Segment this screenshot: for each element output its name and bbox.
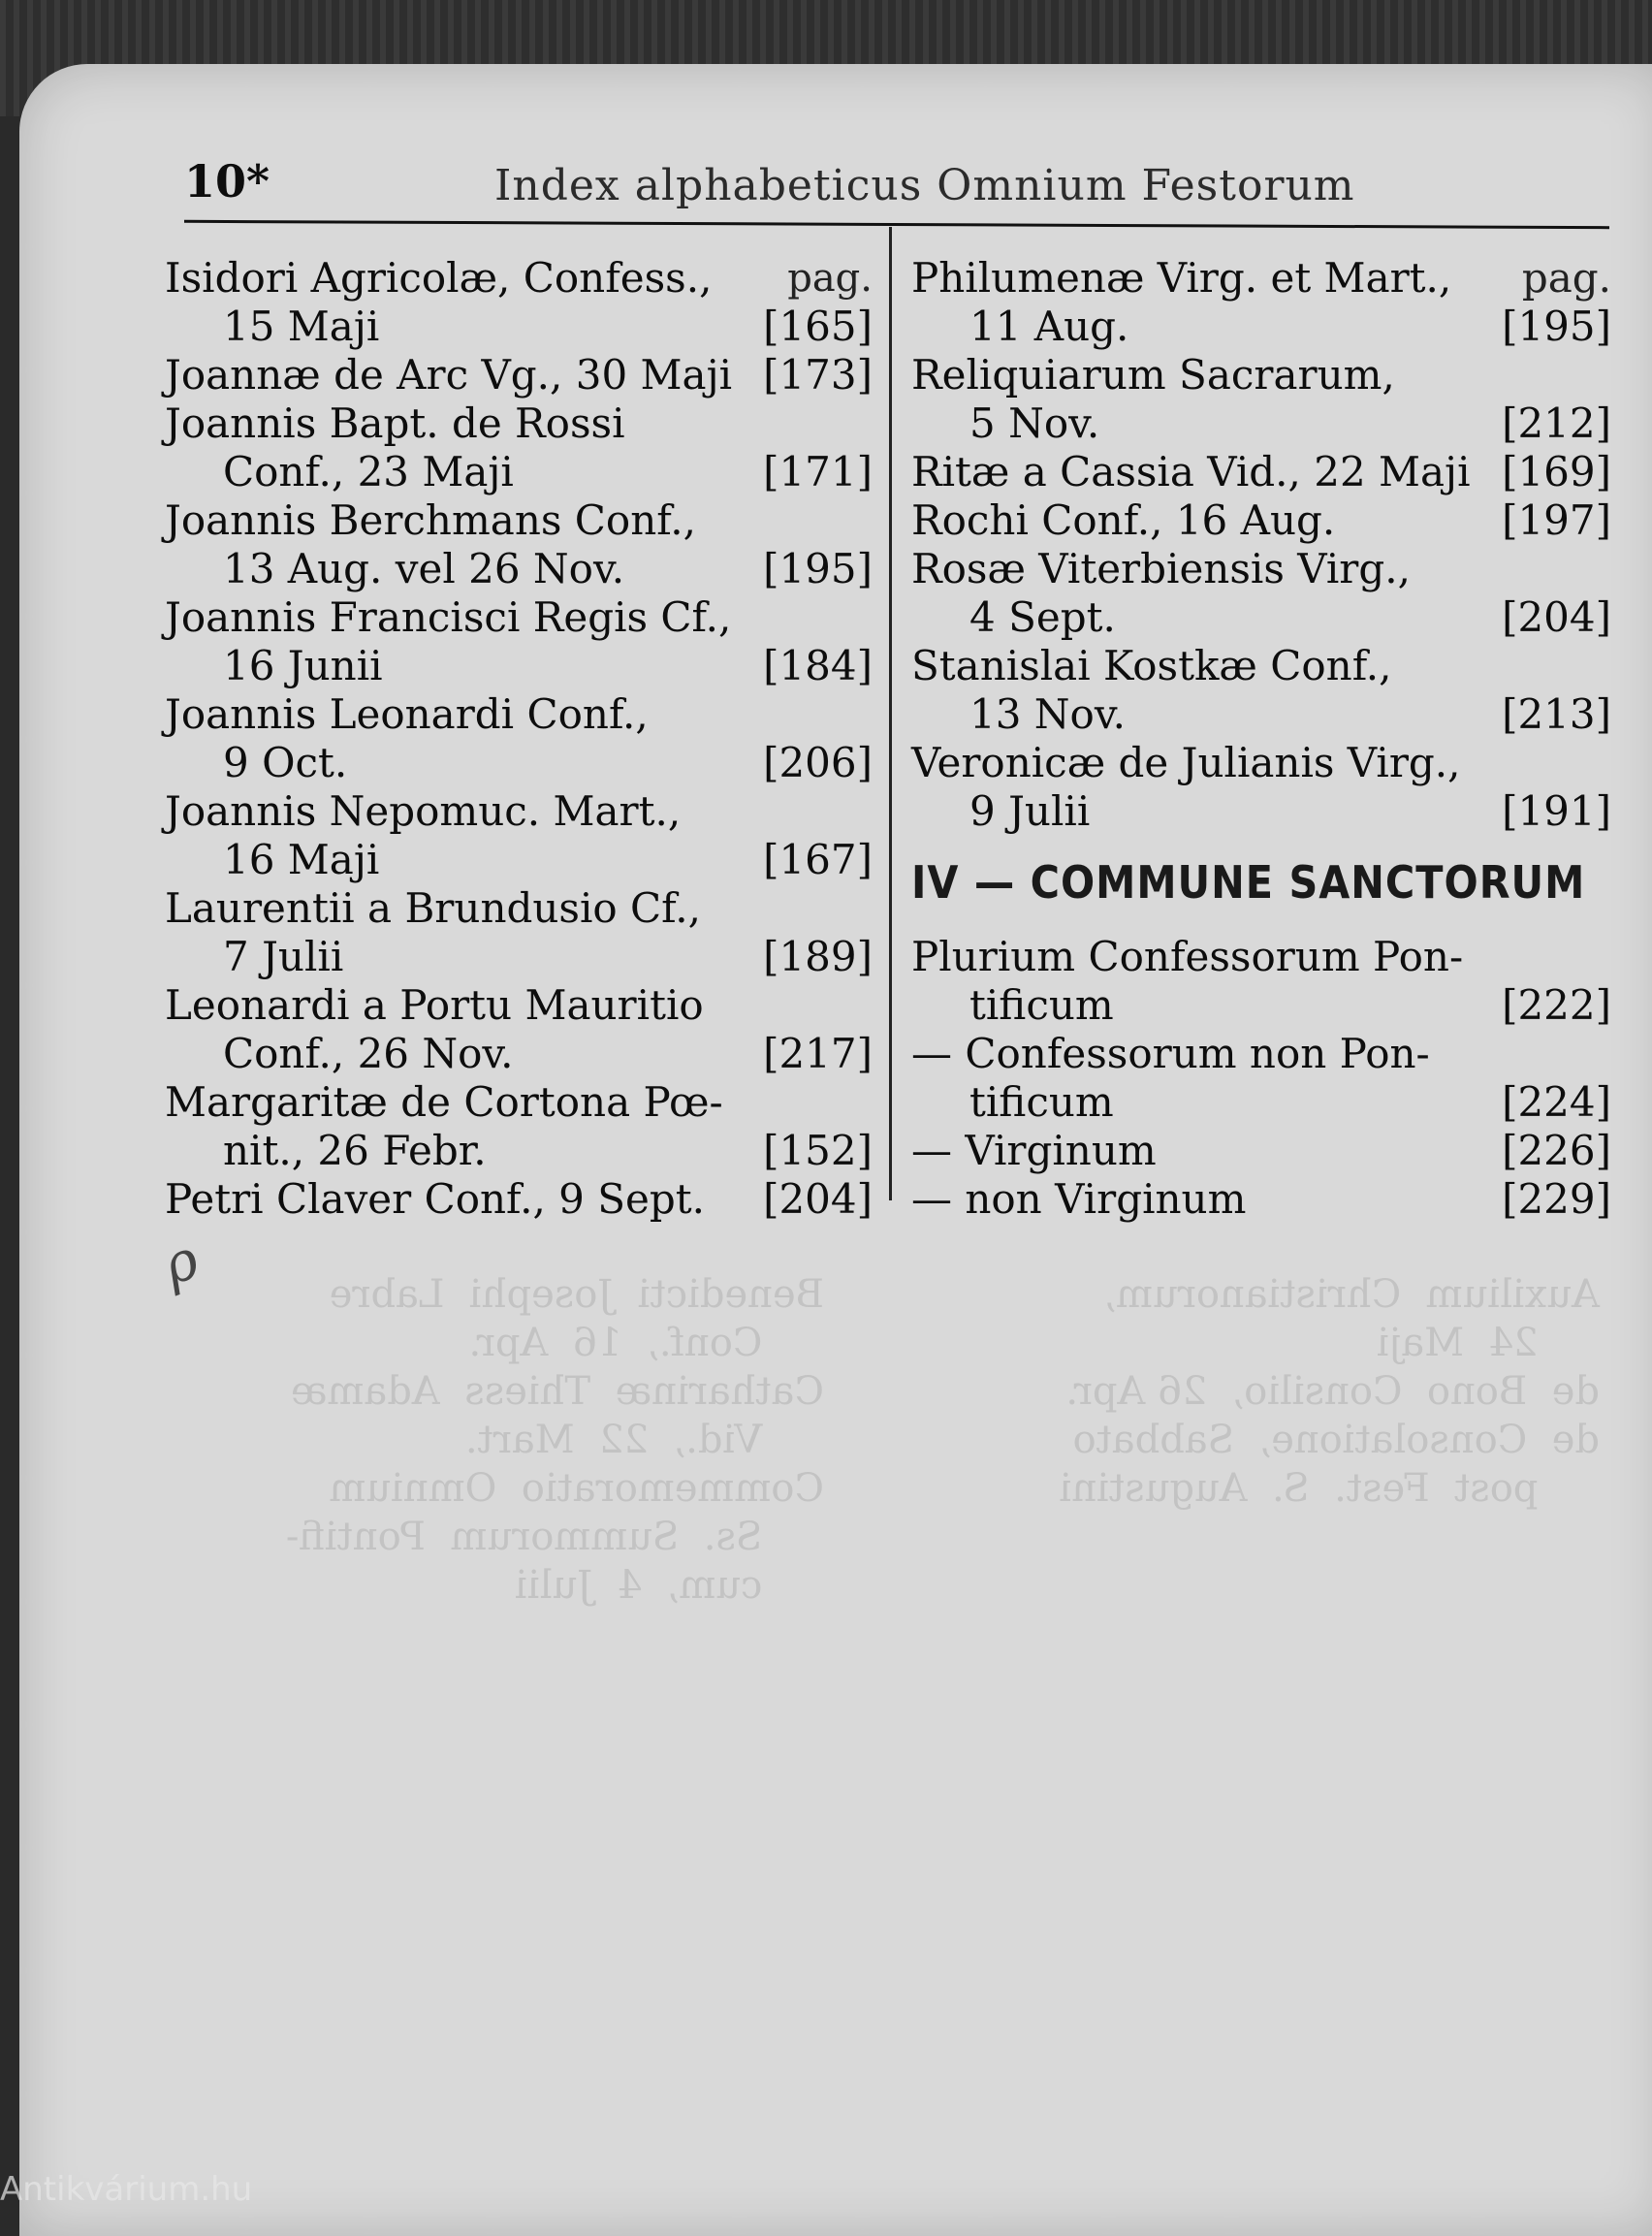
- page-reference: [222]: [1502, 981, 1611, 1029]
- page-reference: [184]: [763, 642, 873, 689]
- left-column: [165, 254, 873, 1224]
- page-reference: [217]: [763, 1030, 873, 1077]
- index-entry: [165, 351, 873, 399]
- pag-label: pag.: [787, 256, 873, 301]
- index-entry: [911, 496, 1611, 545]
- entry-line: Plurium Confessorum Pon-: [911, 933, 1464, 980]
- index-entry: [911, 254, 1611, 351]
- entry-line: Joannæ de Arc Vg., 30 Maji: [165, 351, 733, 399]
- entry-line: Joannis Bapt. de Rossi: [165, 399, 625, 447]
- index-entry: [911, 448, 1611, 496]
- entry-line: Isidori Agricolæ, Confess.,: [165, 254, 713, 302]
- index-entry: [911, 739, 1611, 836]
- page-header: [184, 155, 1619, 213]
- page-reference: [212]: [1502, 399, 1611, 447]
- entry-line: Petri Claver Conf., 9 Sept.: [165, 1175, 705, 1223]
- entry-line: Stanislai Kostkæ Conf.,: [911, 642, 1392, 689]
- page-reference: [189]: [763, 933, 873, 980]
- entry-line: 13 Nov.: [969, 690, 1126, 738]
- page-reference: [204]: [763, 1175, 873, 1223]
- page-reference: [173]: [763, 351, 873, 399]
- index-entry: [165, 254, 873, 351]
- entry-line: Margaritæ de Cortona Pœ-: [165, 1078, 723, 1126]
- entry-line: Joannis Leonardi Conf.,: [165, 690, 649, 738]
- index-entry: [165, 884, 873, 981]
- index-entry: [911, 933, 1611, 1030]
- bleed-through-text-right: Auxilium Christianorum, 24 Maji de Bono Consilio, 26 Apr. de Consolatione, Sabbato post Fest. S. Augustini: [1059, 1272, 1600, 1511]
- index-entry: [165, 399, 873, 496]
- entry-line: 5 Nov.: [969, 399, 1100, 447]
- entry-line: — Confessorum non Pon-: [911, 1030, 1430, 1077]
- page-reference: [213]: [1502, 690, 1611, 738]
- index-entry: [911, 1030, 1611, 1127]
- running-title: Index alphabeticus Omnium Festorum: [494, 161, 1355, 210]
- page-reference: [224]: [1502, 1078, 1611, 1126]
- entry-line: Veronicæ de Julianis Virg.,: [911, 739, 1461, 786]
- page-reference: [167]: [763, 836, 873, 883]
- entry-line: 16 Junii: [223, 642, 383, 689]
- entry-line: nit., 26 Febr.: [223, 1127, 487, 1174]
- entry-line: 9 Oct.: [223, 739, 348, 786]
- index-entry: [165, 1175, 873, 1224]
- entry-line: 16 Maji: [223, 836, 380, 883]
- entry-line: 9 Julii: [969, 787, 1091, 835]
- index-entry: [911, 642, 1611, 739]
- entry-line: Rochi Conf., 16 Aug.: [911, 496, 1336, 544]
- entry-line: — non Virginum: [911, 1175, 1247, 1223]
- entry-line: 4 Sept.: [969, 593, 1116, 641]
- entry-line: tificum: [969, 1078, 1114, 1126]
- index-entry: [165, 981, 873, 1078]
- entry-line: Conf., 23 Maji: [223, 448, 514, 495]
- index-entry: [911, 545, 1611, 642]
- page-reference: [206]: [763, 739, 873, 786]
- entry-line: 15 Maji: [223, 303, 380, 350]
- watermark: Antikvárium.hu: [0, 2170, 253, 2209]
- entry-line: 11 Aug.: [969, 303, 1129, 350]
- bleed-through-text-left: Benedicti Josephi Labre Conf., 16 Apr. Catharinæ Thiess Adamæ Vid., 22 Mart. Commemoratio Omnium Ss. Summorum Pontifi- cum, 4 Julii: [285, 1272, 824, 1608]
- entry-line: 7 Julii: [223, 933, 344, 980]
- index-entry: [165, 593, 873, 690]
- page-reference: [165]: [763, 303, 873, 350]
- index-entry: [165, 690, 873, 787]
- page-reference: [195]: [1502, 303, 1611, 350]
- right-column: [911, 254, 1611, 1224]
- index-entry: [165, 787, 873, 884]
- page-reference: [226]: [1502, 1127, 1611, 1174]
- page-number: 10*: [184, 155, 270, 208]
- page-reference: [171]: [763, 448, 873, 495]
- entry-line: Joannis Nepomuc. Mart.,: [165, 787, 682, 835]
- entry-line: 13 Aug. vel 26 Nov.: [223, 545, 625, 592]
- page-reference: [197]: [1502, 496, 1611, 544]
- entry-line: Joannis Berchmans Conf.,: [165, 496, 697, 544]
- index-entry: [911, 1127, 1611, 1175]
- page-reference: [152]: [763, 1127, 873, 1174]
- entry-line: Conf., 26 Nov.: [223, 1030, 514, 1077]
- section-heading: IV — COMMUNE SANCTORUM: [911, 856, 1586, 909]
- page-reference: [191]: [1502, 787, 1611, 835]
- page-reference: [229]: [1502, 1175, 1611, 1223]
- entry-line: Ritæ a Cassia Vid., 22 Maji: [911, 448, 1471, 495]
- entry-line: Reliquiarum Sacrarum,: [911, 351, 1395, 399]
- entry-line: Laurentii a Brundusio Cf.,: [165, 884, 701, 932]
- index-entry: [911, 1175, 1611, 1224]
- entry-line: tificum: [969, 981, 1114, 1029]
- entry-line: Philumenæ Virg. et Mart.,: [911, 254, 1452, 302]
- entry-line: — Virginum: [911, 1127, 1157, 1174]
- pencil-mark: ρ: [154, 1228, 207, 1298]
- index-entry: [911, 351, 1611, 448]
- entry-line: Rosæ Viterbiensis Virg.,: [911, 545, 1411, 592]
- index-entry: [165, 1078, 873, 1175]
- page-reference: [204]: [1502, 593, 1611, 641]
- column-divider: [889, 227, 892, 1200]
- page-reference: [195]: [763, 545, 873, 592]
- pag-label: pag.: [1521, 254, 1611, 302]
- page-reference: [169]: [1502, 448, 1611, 495]
- entry-line: Leonardi a Portu Mauritio: [165, 981, 704, 1029]
- entry-line: Joannis Francisci Regis Cf.,: [165, 593, 732, 641]
- index-entry: [165, 496, 873, 593]
